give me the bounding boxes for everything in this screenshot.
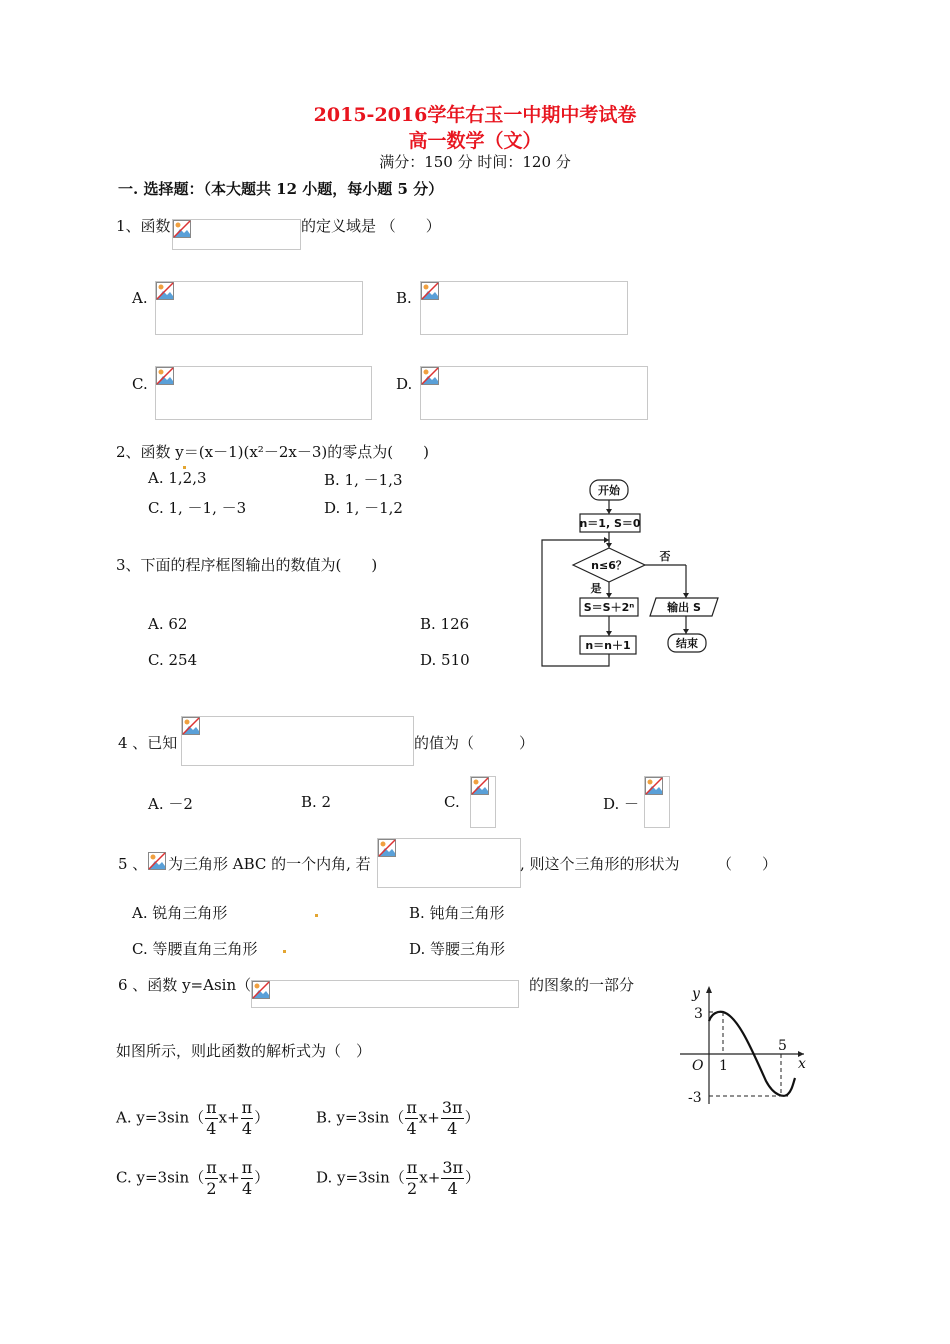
q2-stem: 2、函数 y＝(x－1)(x²－2x－3)的零点为( ) xyxy=(116,443,429,461)
stray-mark xyxy=(283,950,286,953)
q1-option-a-label: A. xyxy=(132,289,148,307)
q1-suffix: 的定义域是 （ ） xyxy=(301,217,441,235)
broken-image-icon xyxy=(645,777,663,795)
q6-option-c: C. y=3sin（ $\frac{\pi}{2}$ x+ $\frac{\pi}{4}$ ） xyxy=(116,1158,270,1198)
q1-option-d-label: D. xyxy=(396,375,413,393)
q3-option-a: A. 62 xyxy=(148,615,188,633)
q1-prefix: 1、函数 xyxy=(116,217,171,235)
q5-middle: 为三角形 ABC 的一个内角, 若 xyxy=(168,855,371,873)
q6-prefix: 6 、函数 y=Asin（ xyxy=(118,976,252,994)
q5-option-d: D. 等腰三角形 xyxy=(409,940,506,958)
broken-image-icon xyxy=(173,220,191,238)
q6-formula-image xyxy=(251,980,519,1008)
broken-image-icon xyxy=(378,839,396,857)
q2-option-c: C. 1, －1, －3 xyxy=(148,499,247,517)
q3-option-d: D. 510 xyxy=(420,651,470,669)
q3-option-c: C. 254 xyxy=(148,651,198,669)
q4-option-c-label: C. xyxy=(444,793,460,811)
q6-sine-graph xyxy=(676,980,812,1108)
q5-suffix: , 则这个三角形的形状为 （ ） xyxy=(520,855,778,873)
q1-option-b-label: B. xyxy=(396,289,412,307)
graph-y-label: y xyxy=(692,986,700,1002)
q3-option-b: B. 126 xyxy=(420,615,470,633)
q6-option-a: A. y=3sin（ $\frac{\pi}{4}$ x+ $\frac{\pi}{4}$ ） xyxy=(116,1098,270,1138)
q4-option-a: A. －2 xyxy=(148,795,193,813)
q6-option-d: D. y=3sin（ $\frac{\pi}{2}$ x+ $\frac{3\pi}{4}$ ） xyxy=(316,1158,481,1198)
q5-prefix: 5 、 xyxy=(118,855,148,873)
q4-option-b: B. 2 xyxy=(301,793,332,811)
flow-update-s-text: S＝S＋2ⁿ xyxy=(583,601,635,614)
q1-option-a-image xyxy=(155,281,363,335)
q2-option-a: A. 1,2,3 xyxy=(148,469,207,487)
flow-end-text: 结束 xyxy=(676,637,698,650)
graph-ymax-label: 3 xyxy=(694,1006,703,1022)
broken-image-icon xyxy=(252,981,270,999)
q5-option-a: A. 锐角三角形 xyxy=(132,904,228,922)
stray-mark xyxy=(315,914,318,917)
flow-no-text: 否 xyxy=(659,550,671,563)
graph-xtick2-label: 5 xyxy=(778,1038,787,1054)
graph-xtick1-label: 1 xyxy=(719,1058,728,1074)
flow-update-n-text: n＝n＋1 xyxy=(585,639,631,652)
q1-option-b-image xyxy=(420,281,628,335)
q1-option-d-image xyxy=(420,366,648,420)
q6-option-b: B. y=3sin（ $\frac{\pi}{4}$ x+ $\frac{3\pi}{4}$ ） xyxy=(316,1098,480,1138)
q1-option-c-image xyxy=(155,366,372,420)
q4-suffix: 的值为（ ） xyxy=(414,734,535,752)
broken-image-icon xyxy=(148,852,166,870)
section-heading: 一. 选择题：（本大题共 12 小题，每小题 5 分） xyxy=(118,180,444,198)
q4-option-c-image xyxy=(470,776,496,828)
broken-image-icon xyxy=(182,717,200,735)
q1-formula-image xyxy=(172,219,301,250)
q3-stem: 3、下面的程序框图输出的数值为( ) xyxy=(116,556,378,574)
broken-image-icon xyxy=(471,777,489,795)
flow-cond-text: n≤6？ xyxy=(591,559,627,572)
q3-flowchart xyxy=(538,476,728,670)
q5-formula-image xyxy=(377,838,521,888)
stray-mark xyxy=(183,466,186,469)
q1-option-c-label: C. xyxy=(132,375,148,393)
flow-output-text: 输出 S xyxy=(667,601,701,614)
exam-subtitle: 高一数学（文） xyxy=(408,130,542,152)
q4-option-d-image xyxy=(644,776,670,828)
broken-image-icon xyxy=(421,282,439,300)
broken-image-icon xyxy=(421,367,439,385)
q2-option-b: B. 1, －1,3 xyxy=(324,471,403,489)
q6-line2: 如图所示，则此函数的解析式为（ ） xyxy=(116,1042,372,1060)
flow-yes-text: 是 xyxy=(590,582,602,595)
broken-image-icon xyxy=(156,282,174,300)
graph-ymin-label: -3 xyxy=(688,1090,702,1106)
q4-formula-image xyxy=(181,716,414,766)
exam-meta: 满分：150 分 时间：120 分 xyxy=(379,153,571,171)
exam-title: 2015-2016学年右玉一中期中考试卷 xyxy=(313,104,637,126)
flow-start-text: 开始 xyxy=(598,484,620,497)
q4-prefix: 4 、已知 xyxy=(118,734,178,752)
q5-option-c: C. 等腰直角三角形 xyxy=(132,940,258,958)
q2-option-d: D. 1, －1,2 xyxy=(324,499,403,517)
graph-origin-label: O xyxy=(692,1058,704,1074)
q6-suffix: 的图象的一部分 xyxy=(529,976,635,994)
broken-image-icon xyxy=(156,367,174,385)
graph-x-label: x xyxy=(798,1056,806,1072)
q5-angle-image xyxy=(148,852,168,872)
flow-init-text: n＝1, S＝0 xyxy=(579,517,641,530)
q4-option-d-label: D. － xyxy=(603,795,640,813)
q5-option-b: B. 钝角三角形 xyxy=(409,904,505,922)
